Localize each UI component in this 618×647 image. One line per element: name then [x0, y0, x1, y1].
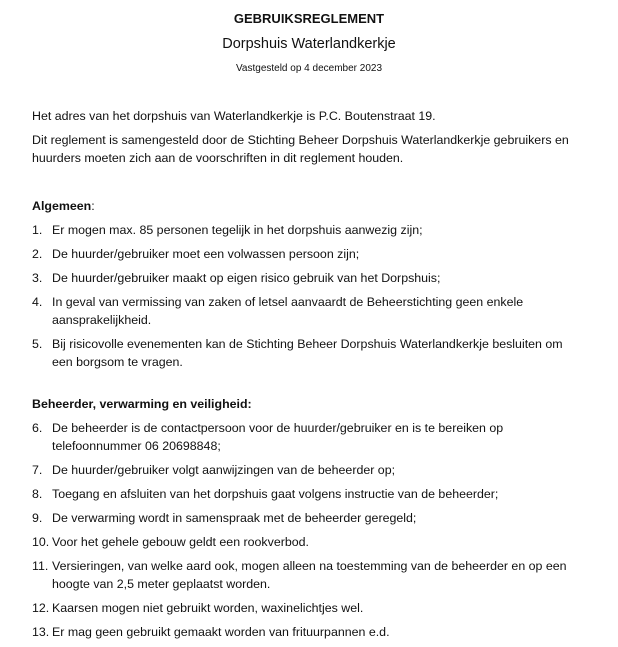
- list-item: [32, 485, 592, 503]
- list-item: [32, 293, 592, 329]
- list-item-number: 13.: [32, 625, 50, 639]
- list-item: [32, 623, 592, 641]
- list-item-text: Er mag geen gebruikt gemaakt worden van frituurpannen e.d.: [52, 625, 390, 639]
- list-item-number: 11.: [32, 559, 49, 573]
- list-item-text: Bij risicovolle evenementen kan de Stichting Beheer Dorpshuis Waterlandkerkje besluiten om een borgsom te vragen.: [52, 337, 563, 369]
- list-item-number: 12.: [32, 601, 50, 615]
- section-heading: [32, 197, 592, 215]
- list-item: [32, 533, 592, 551]
- list-item: [32, 419, 592, 455]
- list-item-text: Versieringen, van welke aard ook, mogen alleen na toestemming van de beheerder en op een hoogte van 2,5 meter geplaatst worden.: [52, 559, 567, 591]
- list-item-text: Kaarsen mogen niet gebruikt worden, waxinelichtjes wel.: [52, 601, 364, 615]
- document-date: Vastgesteld op 4 december 2023: [235, 63, 383, 74]
- list-item-text: De huurder/gebruiker moet een volwassen persoon zijn;: [52, 247, 360, 261]
- list-item-number: 4.: [32, 295, 43, 309]
- list-item-text: De beheerder is de contactpersoon voor de huurder/gebruiker en is te bereiken op telefoonnummer 06 20698848;: [52, 421, 504, 453]
- list-item: [32, 245, 592, 263]
- intro-description: Dit reglement is samengesteld door de Stichting Beheer Dorpshuis Waterlandkerkje gebruikers en huurders moeten zich aan de voorschriften in dit reglement houden.: [32, 133, 569, 165]
- list-item: [32, 557, 592, 593]
- document-subtitle: Dorpshuis Waterlandkerkje: [222, 36, 396, 52]
- list-item-text: Toegang en afsluiten van het dorpshuis gaat volgens instructie van de beheerder;: [52, 487, 499, 501]
- list-item: [32, 221, 592, 239]
- list-item-number: 8.: [32, 487, 43, 501]
- section-heading: [32, 395, 592, 413]
- list-item-text: De verwarming wordt in samenspraak met de beheerder geregeld;: [52, 511, 417, 525]
- list-item: [32, 269, 592, 287]
- list-item-number: 10.: [32, 535, 50, 549]
- section-heading-text: Beheerder, verwarming en veiligheid:: [32, 397, 252, 411]
- list-item-number: 6.: [32, 421, 43, 435]
- list-item-text: In geval van vermissing van zaken of letsel aanvaardt de Beheerstichting geen enkele aansprakelijkheid.: [52, 295, 524, 327]
- intro-address: Het adres van het dorpshuis van Waterlandkerkje is P.C. Boutenstraat 19.: [32, 109, 436, 123]
- list-item-text: De huurder/gebruiker maakt op eigen risico gebruik van het Dorpshuis;: [52, 271, 441, 285]
- list-item-number: 9.: [32, 511, 43, 525]
- list-item: [32, 599, 592, 617]
- list-item: [32, 509, 592, 527]
- list-item-text: De huurder/gebruiker volgt aanwijzingen van de beheerder op;: [52, 463, 396, 477]
- list-item-number: 2.: [32, 247, 43, 261]
- list-item: [32, 461, 592, 479]
- list-item: [32, 335, 592, 371]
- document-body: [32, 107, 592, 647]
- list-item-text: Voor het gehele gebouw geldt een rookverbod.: [52, 535, 309, 549]
- list-item-number: 5.: [32, 337, 43, 351]
- section-heading-text: Algemeen: [32, 199, 92, 213]
- list-item-number: 3.: [32, 271, 43, 285]
- list-item-number: 7.: [32, 463, 43, 477]
- list-item-text: Er mogen max. 85 personen tegelijk in het dorpshuis aanwezig zijn;: [52, 223, 423, 237]
- section-heading-suffix: :: [91, 199, 95, 213]
- document-title: GEBRUIKSREGLEMENT: [233, 11, 385, 26]
- list-item-number: 1.: [32, 223, 43, 237]
